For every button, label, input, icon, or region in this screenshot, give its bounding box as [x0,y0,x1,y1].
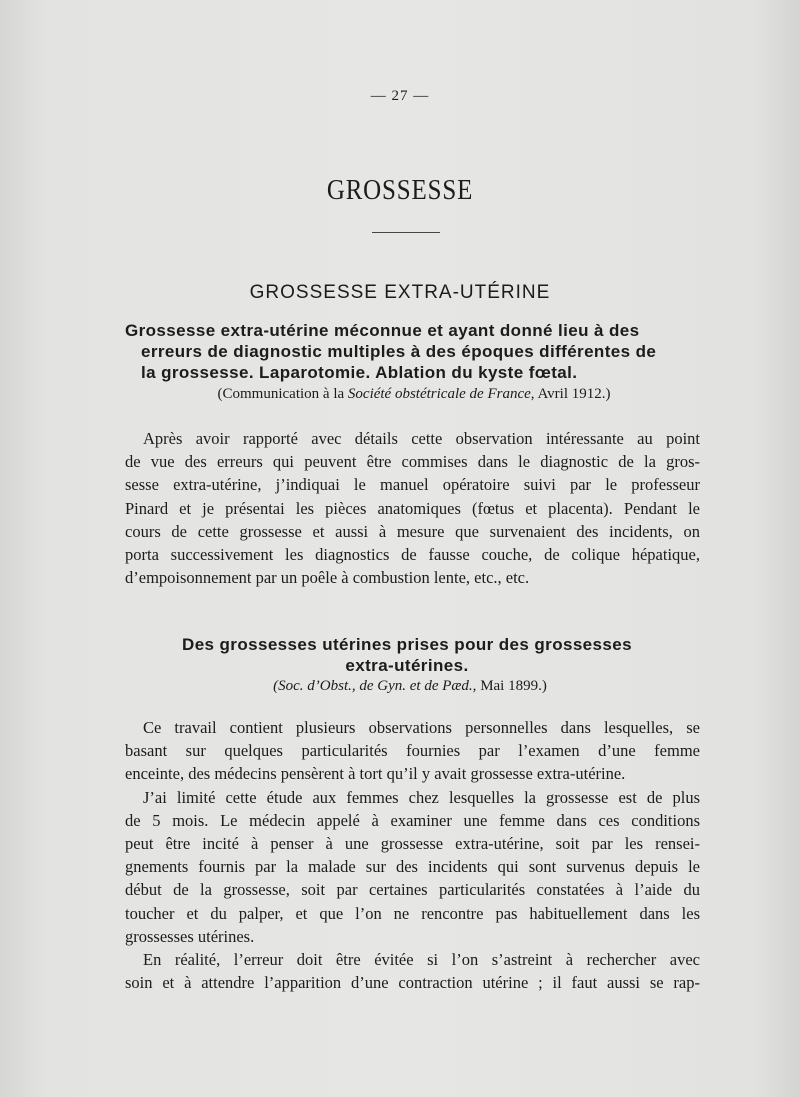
paragraph-line: J’ai limité cette étude aux femmes chez lesquelles la grossesse est de plus [143,787,700,807]
article2-source-date: Mai 1899.) [476,678,547,694]
paragraph-line: début de la grossesse, soit par certaines particularités constatées à l’aide du [125,880,700,900]
paragraph-line: sesse extra-utérine, j’indiquai le manuel opératoire suivi par le professeur [125,475,700,495]
paragraph-line: Pinard et je présentai les pièces anatomiques (fœtus et placenta). Pendant le [125,498,700,518]
paragraph-line: En réalité, l’erreur doit être évitée si l’on s’astreint à rechercher avec [143,950,700,969]
paragraph-line: basant sur quelques particularités fournies par l’examen d’une femme [125,741,700,761]
article2-heading-line: Des grossesses utérines prises pour des grossesses [182,635,632,654]
article2-paragraph-3 [125,948,700,994]
article2-paragraph-1 [125,716,700,786]
article1-source-journal: Société obstétricale de France [347,386,531,402]
paragraph-line: Ce travail contient plusieurs observations personnelles dans lesquelles, se [143,718,700,737]
paragraph-line: Après avoir rapporté avec détails cette observation intéressante au point [143,429,700,448]
paragraph-line: soin et à attendre l’apparition d’une contraction utérine ; il faut aussi se rap- [125,973,700,993]
paragraph-line: de vue des erreurs qui peuvent être commises dans le diagnostic de la gros- [125,452,700,472]
subsection-title: GROSSESSE EXTRA-UTÉRINE [249,282,551,303]
title-divider [372,232,440,233]
article1-paragraph [125,427,700,589]
article2-source [0,678,800,695]
paragraph-line: grossesses utérines. [125,926,255,946]
paragraph-line: d’empoisonnement par un poêle à combustion lente, etc., etc. [125,568,530,588]
page-number: — 27 — [370,88,430,104]
article1-source-prefix: (Communication à la [217,386,348,402]
article1-heading-line: Grossesse extra-utérine méconnue et ayant donné lieu à des [125,321,640,340]
article2-source-journal: (Soc. d’Obst., de Gyn. et de Pæd., [273,678,477,694]
article2-paragraph-2 [125,786,700,948]
article2-heading-line: extra-utérines. [345,656,469,675]
section-title: GROSSESSE [326,174,474,206]
article1-heading-line: la grossesse. Laparotomie. Ablation du kyste fœtal. [141,363,578,382]
paragraph-line: cours de cette grossesse et aussi à mesure que survenaient des incidents, on [125,521,700,541]
article1-source [0,386,800,403]
paragraph-line: porta successivement les diagnostics de fausse couche, de colique hépatique, [125,545,700,565]
article1-source-date: , Avril 1912.) [530,386,611,402]
article1-heading-line: erreurs de diagnostic multiples à des époques différentes de [141,342,657,361]
article2-heading [0,634,800,676]
paragraph-line: toucher et du palper, et que l’on ne rencontre pas habituellement dans les [125,903,700,923]
paragraph-line: enceinte, des médecins pensèrent à tort qu’il y avait grossesse extra-utérine. [125,764,626,784]
paragraph-line: de 5 mois. Le médecin appelé à examiner une femme dans ces conditions [125,810,700,830]
article1-heading [125,320,705,383]
paragraph-line: gnements fournis par la malade sur des incidents qui sont survenus depuis le [125,857,700,877]
paragraph-line: peut être incité à penser à une grossesse extra-utérine, soit par les rensei- [125,834,700,853]
